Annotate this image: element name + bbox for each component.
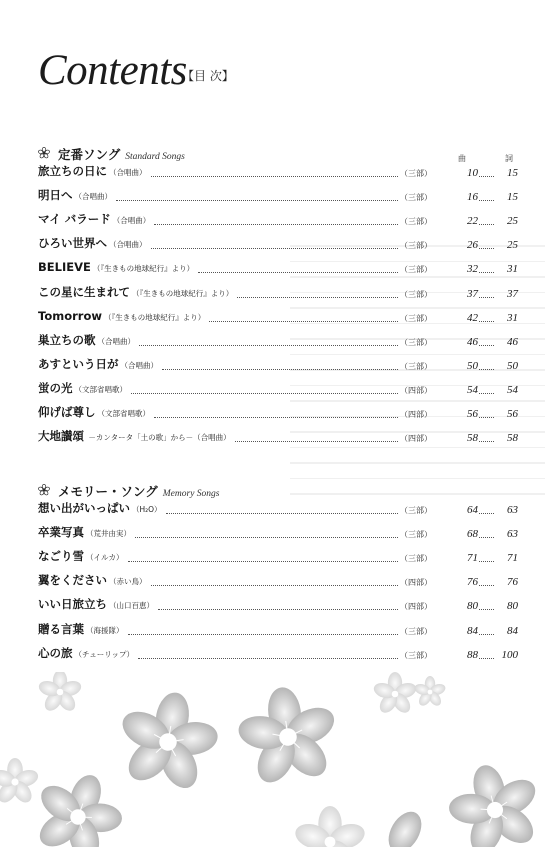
leader-dots	[151, 248, 398, 249]
leader-dots-mid	[479, 321, 494, 322]
score-page-number: 68	[467, 528, 478, 541]
score-page-number: 56	[467, 408, 478, 420]
song-name: 贈る言葉	[38, 621, 84, 636]
section-title-en: Standard Songs	[125, 152, 185, 162]
voice-parts: （三部）	[400, 530, 432, 540]
voice-parts: （四部）	[400, 385, 432, 395]
leader-dots	[158, 609, 398, 610]
song-note: （合唱曲）	[109, 168, 147, 177]
toc-row[interactable]	[38, 404, 518, 422]
score-page-number: 10	[467, 167, 478, 179]
song-note: （赤い鳥）	[109, 577, 147, 587]
song-note: （合唱曲）	[109, 240, 147, 250]
song-name: 大地讃頌	[38, 429, 84, 444]
leader-dots	[139, 345, 398, 346]
song-title	[38, 160, 147, 179]
lyrics-page-number: 56	[507, 408, 518, 420]
song-title	[38, 545, 124, 564]
voice-parts: （三部）	[400, 241, 432, 251]
leader-dots-mid	[479, 200, 494, 201]
lyrics-page-number: 80	[507, 600, 518, 613]
page-title: Contents	[38, 47, 187, 94]
leader-dots-mid	[479, 272, 494, 273]
lyrics-page-number: 76	[507, 576, 518, 589]
lyrics-page-number: 54	[507, 383, 518, 396]
toc-row[interactable]	[38, 284, 518, 302]
toc-row[interactable]	[38, 163, 518, 181]
leader-dots-mid	[479, 345, 494, 346]
song-title	[38, 353, 158, 372]
leader-dots-mid	[479, 513, 494, 514]
flower-icon	[38, 147, 54, 159]
song-title	[38, 425, 231, 444]
toc-row[interactable]	[38, 356, 518, 374]
song-title	[38, 497, 162, 516]
song-title	[38, 184, 112, 203]
toc-row[interactable]	[38, 645, 518, 663]
leader-dots-mid	[479, 441, 494, 442]
song-name: BELIEVE	[38, 260, 91, 275]
song-title	[38, 642, 134, 661]
toc-row[interactable]	[38, 308, 518, 326]
section-title-jp: 定番ソング	[58, 147, 121, 162]
song-note: （合唱曲）	[112, 216, 151, 226]
leader-dots	[151, 176, 398, 177]
leader-dots	[235, 441, 398, 442]
voice-parts: （三部）	[400, 217, 432, 227]
song-name: 巣立ちの歌	[38, 332, 96, 347]
lyrics-page-number: 71	[507, 552, 518, 565]
lyrics-page-number: 63	[507, 504, 518, 516]
column-header-music: 曲	[458, 154, 466, 163]
leader-dots	[162, 369, 398, 370]
lyrics-page-number: 58	[507, 432, 518, 445]
section-title-jp: メモリー・ソング	[58, 484, 158, 499]
voice-parts: （三部）	[400, 554, 432, 564]
song-note: （文部省唱歌）	[97, 409, 150, 418]
toc-row[interactable]	[38, 235, 518, 253]
song-title	[38, 401, 150, 420]
lyrics-page-number: 50	[507, 359, 518, 372]
song-name: あすという日が	[38, 356, 119, 371]
song-name: 明日へ	[38, 188, 73, 203]
song-note: －カンタータ「土の歌」から－（合唱曲）	[86, 433, 231, 443]
leader-dots	[154, 417, 398, 418]
toc-row[interactable]	[38, 572, 518, 590]
leader-dots	[151, 585, 398, 586]
voice-parts: （三部）	[400, 169, 432, 178]
song-title	[38, 377, 127, 396]
song-title	[38, 281, 233, 300]
lyrics-page-number: 84	[507, 624, 518, 637]
leader-dots-mid	[479, 561, 494, 562]
voice-parts: （三部）	[400, 506, 432, 515]
song-title	[38, 305, 205, 324]
song-title	[38, 329, 135, 348]
song-name: 翼をください	[38, 573, 107, 588]
leader-dots-mid	[479, 297, 494, 298]
score-page-number: 84	[467, 624, 478, 637]
leader-dots-mid	[479, 634, 494, 635]
toc-row[interactable]	[38, 428, 518, 446]
leader-dots-mid	[479, 393, 494, 394]
voice-parts: （三部）	[400, 313, 432, 323]
lyrics-page-number: 15	[507, 191, 518, 204]
score-page-number: 71	[467, 552, 478, 565]
song-note: （合唱曲）	[120, 360, 158, 370]
song-name: 想い出がいっぱい	[38, 501, 130, 515]
song-name: マイ バラード	[38, 212, 111, 227]
leader-dots-mid	[479, 369, 494, 370]
voice-parts: （三部）	[400, 289, 432, 299]
song-title	[38, 232, 147, 251]
leader-dots	[138, 658, 398, 659]
toc-row[interactable]	[38, 500, 518, 518]
score-page-number: 54	[467, 383, 478, 396]
score-page-number: 88	[467, 648, 478, 661]
voice-parts: （四部）	[400, 434, 432, 444]
score-page-number: 58	[467, 432, 478, 445]
song-note: （『生きもの地球紀行』より）	[103, 312, 206, 322]
song-note: （H₂O）	[132, 505, 162, 514]
song-note: （山口百恵）	[109, 601, 154, 611]
score-page-number: 80	[467, 600, 478, 613]
toc-row[interactable]	[38, 211, 518, 229]
toc-row[interactable]	[38, 596, 518, 614]
leader-dots	[128, 634, 398, 635]
score-page-number: 46	[467, 335, 478, 348]
toc-row[interactable]	[38, 524, 518, 542]
toc-row[interactable]	[38, 380, 518, 398]
song-note: （海援隊）	[86, 625, 124, 635]
score-page-number: 76	[467, 576, 478, 589]
song-name: この星に生まれて	[38, 284, 130, 299]
score-page-number: 16	[467, 191, 478, 204]
leader-dots	[154, 224, 398, 225]
score-page-number: 26	[467, 239, 478, 252]
cherry-blossom-decoration	[0, 672, 560, 847]
song-name: Tomorrow	[38, 308, 102, 323]
lyrics-page-number: 25	[507, 239, 518, 252]
voice-parts: （三部）	[400, 361, 432, 371]
voice-parts: （三部）	[400, 265, 432, 275]
song-name: 旅立ちの日に	[38, 164, 107, 178]
leader-dots	[209, 321, 398, 322]
score-page-number: 64	[467, 504, 478, 516]
leader-dots-mid	[479, 248, 494, 249]
score-page-number: 22	[467, 215, 478, 228]
toc-row[interactable]	[38, 259, 518, 277]
song-note: （チューリップ）	[74, 649, 135, 659]
toc-row[interactable]	[38, 621, 518, 639]
song-title	[38, 208, 150, 227]
leader-dots-mid	[479, 417, 494, 418]
voice-parts: （四部）	[400, 602, 432, 612]
song-note: （『生きもの地球紀行』より）	[132, 288, 234, 298]
song-name: いい日旅立ち	[38, 597, 107, 612]
lyrics-page-number: 31	[507, 263, 518, 276]
leader-dots-mid	[479, 609, 494, 610]
lyrics-page-number: 25	[507, 215, 518, 228]
song-name: 卒業写真	[38, 525, 84, 540]
page-subtitle: 【目 次】	[182, 69, 234, 83]
song-name: ひろい世界へ	[38, 236, 107, 251]
song-note: （イルカ）	[86, 553, 124, 563]
leader-dots-mid	[479, 176, 494, 177]
leader-dots	[128, 561, 398, 562]
song-note: （合唱曲）	[74, 192, 112, 202]
leader-dots	[198, 272, 398, 273]
flower-icon	[38, 484, 54, 496]
song-title	[38, 593, 154, 612]
score-page-number: 37	[467, 287, 478, 300]
voice-parts: （四部）	[400, 578, 432, 588]
leader-dots-mid	[479, 224, 494, 225]
voice-parts: （四部）	[400, 410, 432, 419]
toc-row[interactable]	[38, 548, 518, 566]
voice-parts: （三部）	[400, 193, 432, 203]
leader-dots	[135, 537, 398, 538]
lyrics-page-number: 15	[507, 167, 518, 179]
leader-dots	[166, 513, 398, 514]
song-name: なごり雪	[38, 549, 84, 564]
song-name: 仰げば尊し	[38, 405, 96, 419]
song-note: （『生きもの地球紀行』より）	[92, 264, 195, 274]
score-page-number: 50	[467, 359, 478, 372]
leader-dots-mid	[479, 537, 494, 538]
voice-parts: （三部）	[400, 650, 432, 660]
lyrics-page-number: 100	[501, 648, 518, 661]
voice-parts: （三部）	[400, 337, 432, 347]
lyrics-page-number: 31	[507, 311, 518, 324]
song-name: 心の旅	[38, 645, 73, 660]
column-header-lyrics: 詞	[505, 154, 513, 163]
leader-dots	[237, 297, 398, 298]
voice-parts: （三部）	[400, 626, 432, 636]
song-note: （文部省唱歌）	[74, 384, 127, 394]
song-name: 蛍の光	[38, 380, 73, 395]
leader-dots-mid	[479, 585, 494, 586]
score-page-number: 42	[467, 311, 478, 324]
song-note: （荒井由実）	[86, 529, 131, 539]
lyrics-page-number: 46	[507, 335, 518, 348]
leader-dots	[131, 393, 398, 394]
song-title	[38, 618, 124, 637]
song-title	[38, 569, 147, 588]
leader-dots	[116, 200, 398, 201]
lyrics-page-number: 37	[507, 287, 518, 300]
song-note: （合唱曲）	[97, 336, 135, 346]
leader-dots-mid	[479, 658, 494, 659]
song-title	[38, 256, 194, 275]
section-title-en: Memory Songs	[162, 489, 220, 499]
toc-row[interactable]	[38, 187, 518, 205]
lyrics-page-number: 63	[507, 528, 518, 541]
song-title	[38, 521, 131, 540]
toc-row[interactable]	[38, 332, 518, 350]
score-page-number: 32	[467, 263, 478, 276]
